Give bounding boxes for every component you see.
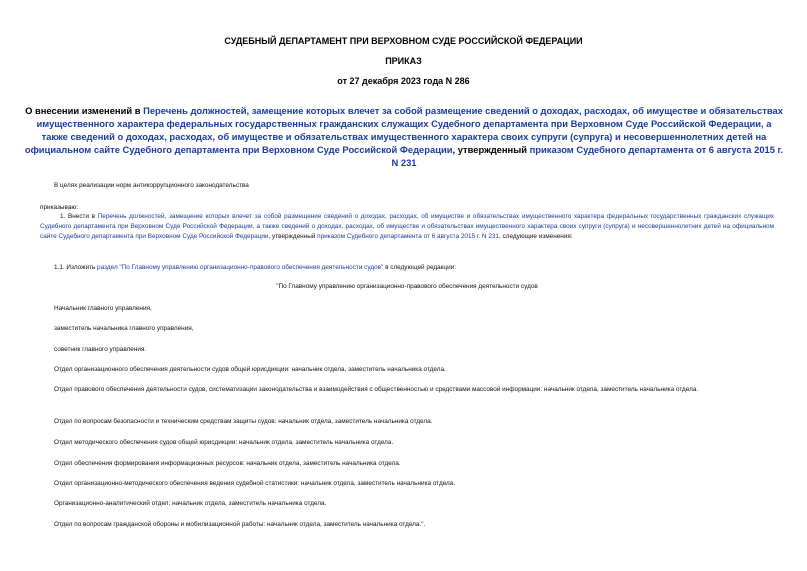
document-type: ПРИКАЗ	[385, 56, 422, 66]
item-1-middle: , утвержденный	[268, 233, 318, 240]
item-1-1-suffix: в следующей редакции:	[383, 264, 457, 271]
item-1-link-list[interactable]: Перечень должностей, замещение которых влечет за собой размещение сведений о доходах, расходах, об имуществе и обязательствах имущественного характера федеральных государственных гражданских служащих Судебного департамента при Верховном Суде Российской Федерации, а также сведений о доходах, расходах, об имуществе и обязательствах имущественного характера своих супруги (супруга) и несовершеннолетних детей на официальном сайте Судебного департамента при Верховном Суде Российской Федерации	[40, 213, 774, 240]
item-1-prefix: 1. Внести в	[60, 213, 98, 220]
position-row: заместитель начальника главного управления,	[54, 325, 194, 332]
position-row: советник главного управления.	[54, 346, 147, 353]
position-row: Организационно-аналитический отдел: начальник отдела, заместитель начальника отдела.	[54, 500, 327, 507]
document-date: от 27 декабря 2023 года N 286	[337, 76, 470, 86]
item-1-1-prefix: 1.1. Изложить	[54, 264, 98, 271]
position-row: Отдел организационного обеспечения деятельности судов общей юрисдикции: начальник отдела, заместитель начальника отдела.	[54, 366, 446, 373]
item-1-link-order[interactable]: приказом Судебного департамента от 6 августа 2015 г. N 231	[317, 233, 499, 240]
title-link-order[interactable]: приказом Судебного департамента от 6 августа 2015 г. N 231	[391, 144, 784, 168]
position-row: Отдел обеспечения формирования информационных ресурсов: начальник отдела, заместитель начальника отдела.	[54, 460, 401, 467]
order-word: приказываю:	[40, 204, 78, 211]
department-name: СУДЕБНЫЙ ДЕПАРТАМЕНТ ПРИ ВЕРХОВНОМ СУДЕ РОССИЙСКОЙ ФЕДЕРАЦИИ	[224, 36, 583, 46]
item-1-suffix: , следующие изменения:	[499, 233, 573, 240]
item-1-1-paragraph	[54, 263, 774, 273]
position-row: Отдел правового обеспечения деятельности судов, систематизации законодательства и взаимодействия с общественностью и средствами массовой информации: начальник отдела, заместитель начальника отдела.	[54, 386, 699, 393]
intro-paragraph: В целях реализации норм антикоррупционного законодательства	[54, 182, 249, 189]
position-row: Отдел методического обеспечения судов общей юрисдикции: начальник отдела, заместитель начальника отдела.	[54, 439, 394, 446]
title-middle: , утвержденный	[452, 144, 530, 155]
item-1-1-link[interactable]: раздел "По Главному управлению организационно-правового обеспечения деятельности судов"	[97, 264, 384, 271]
title-prefix: О внесении изменений в	[25, 105, 144, 116]
position-row: Отдел по вопросам безопасности и техническим средствам защиты судов: начальник отдела, заместитель начальника отдела.	[54, 418, 433, 425]
position-row: Начальник главного управления,	[54, 305, 152, 312]
title-link-list[interactable]: Перечень должностей, замещение которых влечет за собой размещение сведений о доходах, расходах, об имуществе и обязательствах имущественного характера федеральных государственных гражданских служащих Судебного департамента при Верховном Суде Российской Федерации, а также сведений о доходах, расходах, об имуществе и обязательствах имущественного характера своих супруги (супруга) и несовершеннолетних детей на официальном сайте Судебного департамента при Верховном Суде Российской Федерации	[24, 105, 783, 155]
item-1-paragraph	[40, 212, 774, 242]
position-row: Отдел по вопросам гражданской обороны и мобилизационной работы: начальник отдела, заместитель начальника отдела.".	[54, 521, 426, 528]
position-row: Отдел организационно-методического обеспечения ведения судебной статистики: начальник отдела, заместитель начальника отдела.	[54, 480, 456, 487]
quote-heading: "По Главному управлению организационно-правового обеспечения деятельности судов	[276, 283, 538, 290]
document-title	[24, 104, 784, 169]
